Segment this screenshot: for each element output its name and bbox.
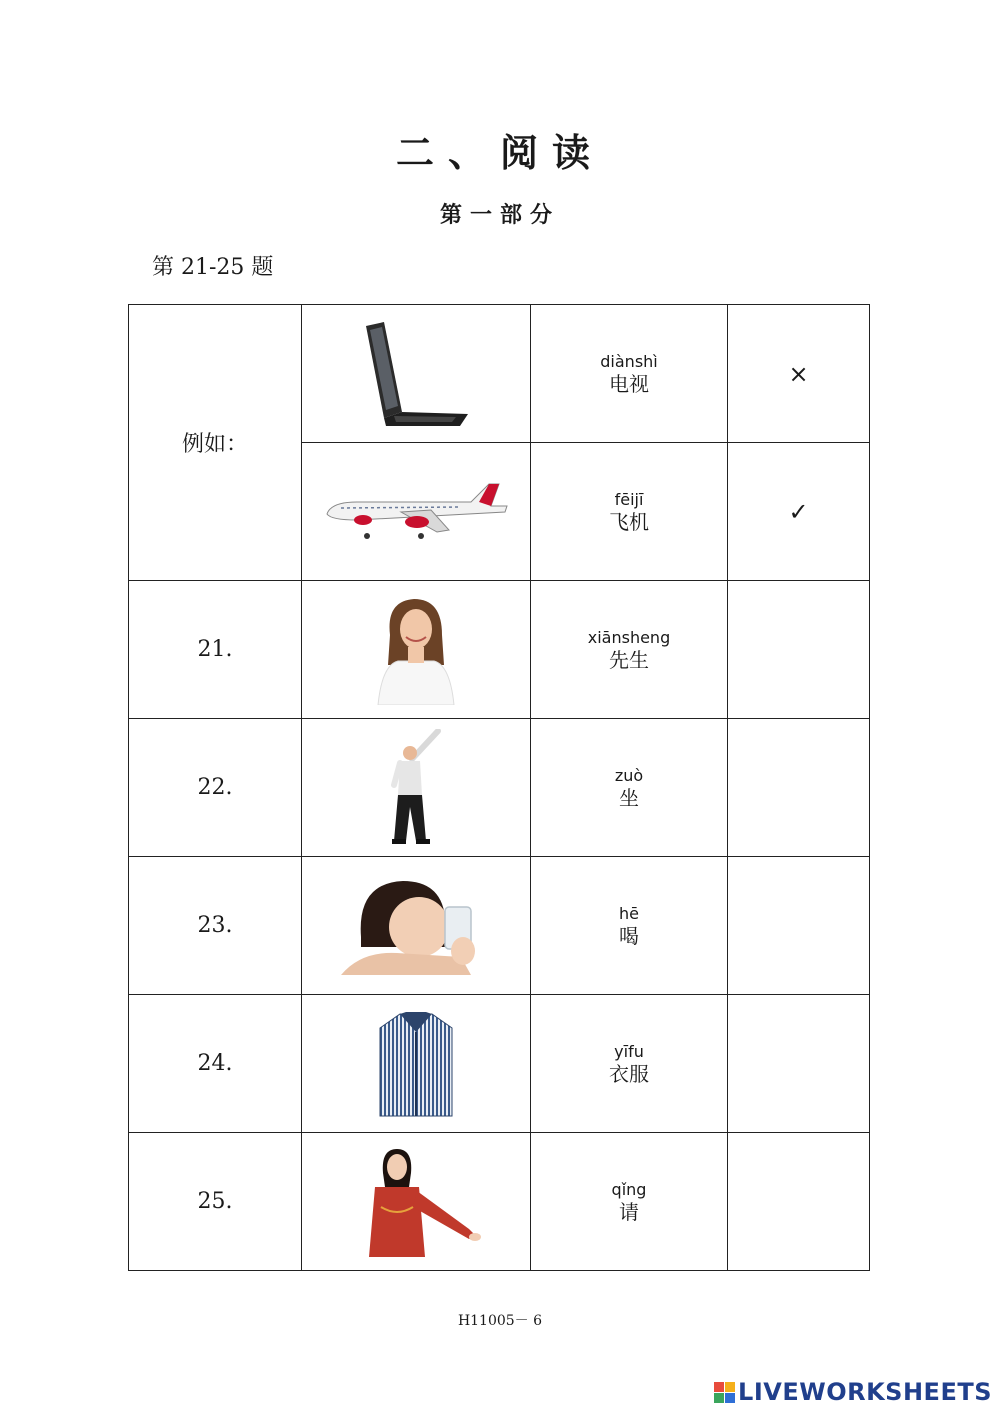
word-cell <box>531 305 728 443</box>
pinyin-text: qǐng <box>611 1179 647 1199</box>
brand-block <box>725 1393 735 1403</box>
striped-shirt-picture <box>302 995 531 1133</box>
question-range: 第 21-25 题 <box>152 255 274 280</box>
brand-block <box>714 1393 724 1403</box>
question-number: 21. <box>129 581 302 719</box>
question-row <box>129 719 870 857</box>
answer-cell[interactable] <box>728 1133 870 1271</box>
question-number: 25. <box>129 1133 302 1271</box>
question-number: 22. <box>129 719 302 857</box>
matching-table <box>128 304 870 1271</box>
page-code: H11005－ 6 <box>457 1313 543 1329</box>
pinyin-text: diànshì <box>600 351 658 371</box>
woman-drinking-picture <box>302 857 531 995</box>
word-cell <box>531 581 728 719</box>
smiling-woman-picture <box>302 581 531 719</box>
pinyin-text: zuò <box>614 765 644 785</box>
hanzi-text: 电视 <box>609 371 649 396</box>
brand-blocks-icon <box>714 1382 735 1403</box>
answer-cell[interactable] <box>728 995 870 1133</box>
answer-cell[interactable] <box>728 719 870 857</box>
word-cell <box>531 443 728 581</box>
hanzi-text: 喝 <box>619 923 639 948</box>
brand-block <box>714 1382 724 1392</box>
brand-name: LIVEWORKSHEETS <box>738 1378 992 1406</box>
question-row <box>129 1133 870 1271</box>
answer-cell[interactable] <box>728 857 870 995</box>
pinyin-text: yīfu <box>614 1041 644 1061</box>
liveworksheets-logo[interactable] <box>714 1378 992 1406</box>
hanzi-text: 飞机 <box>609 509 649 534</box>
answer-cell[interactable] <box>728 443 870 581</box>
word-cell <box>531 857 728 995</box>
word-cell <box>531 1133 728 1271</box>
question-row <box>129 995 870 1133</box>
hanzi-text: 衣服 <box>609 1061 649 1086</box>
example-label: 例如： <box>129 305 302 581</box>
cross-mark: × <box>788 359 809 388</box>
brand-block <box>725 1382 735 1392</box>
hanzi-text: 坐 <box>619 785 639 810</box>
word-cell <box>531 995 728 1133</box>
part-title: 第一部分 <box>439 203 560 228</box>
hanzi-text: 先生 <box>609 647 649 672</box>
airplane-picture <box>302 443 531 581</box>
answer-cell[interactable] <box>728 581 870 719</box>
stretching-man-picture <box>302 719 531 857</box>
example-row <box>129 305 870 443</box>
word-cell <box>531 719 728 857</box>
answer-cell[interactable] <box>728 305 870 443</box>
woman-in-red-dress-picture <box>302 1133 531 1271</box>
hanzi-text: 请 <box>619 1199 639 1224</box>
question-row <box>129 857 870 995</box>
check-mark: ✓ <box>788 497 809 526</box>
pinyin-text: fēijī <box>614 489 644 509</box>
question-number: 23. <box>129 857 302 995</box>
question-row <box>129 581 870 719</box>
section-title: 二、阅读 <box>395 131 604 175</box>
question-number: 24. <box>129 995 302 1133</box>
pinyin-text: xiānsheng <box>587 627 671 647</box>
pinyin-text: hē <box>619 903 639 923</box>
laptop-picture <box>302 305 531 443</box>
